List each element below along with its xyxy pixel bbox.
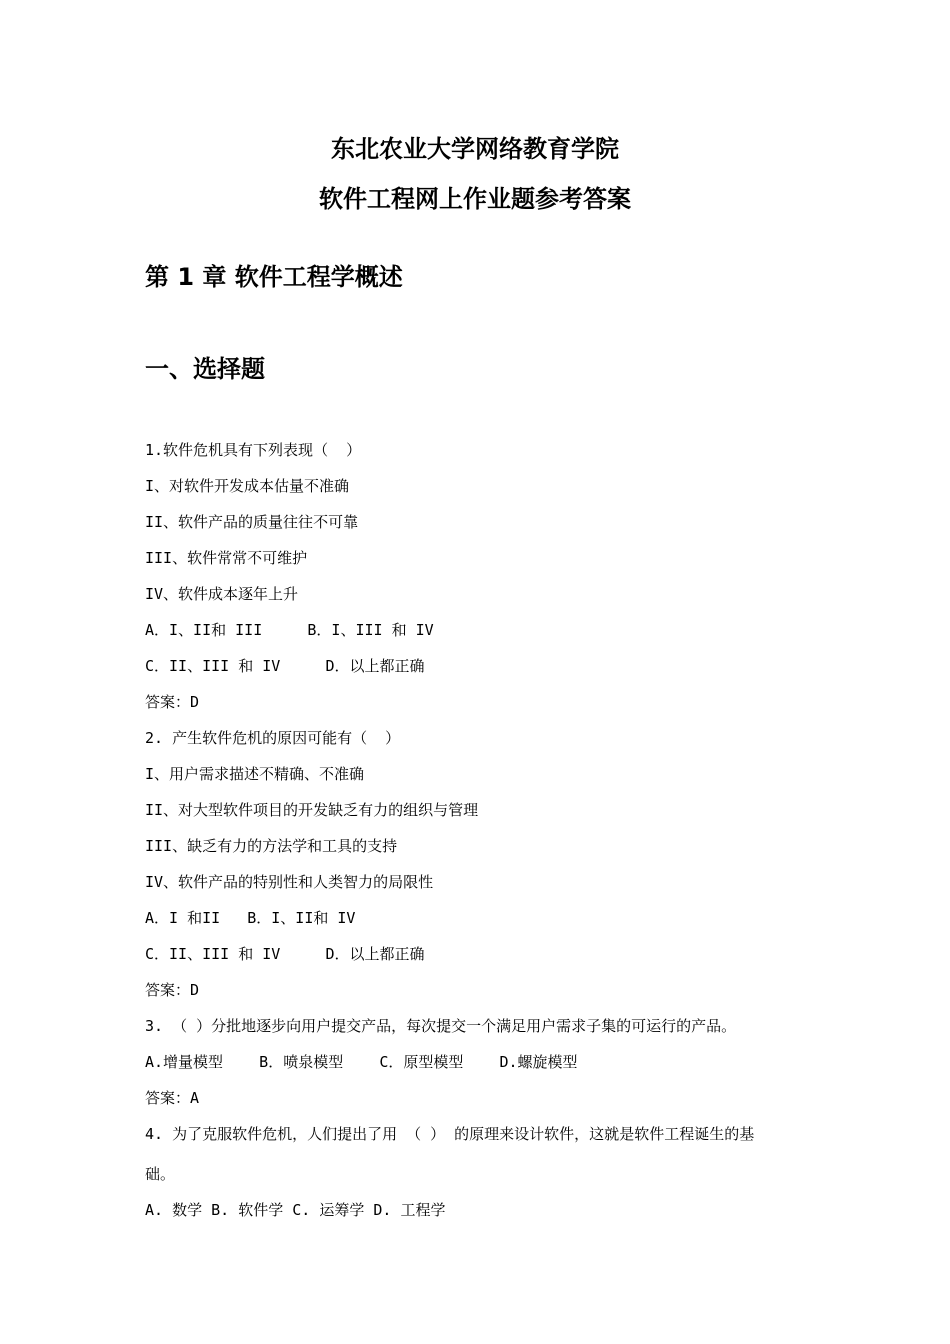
question-text: 4. 为了克服软件危机，人们提出了用 （ ） 的原理来设计软件，这就是软件工程诞生的基 (145, 1125, 755, 1143)
question-item: II、软件产品的质量往往不可靠 (145, 513, 359, 531)
question-item: III、软件常常不可维护 (145, 549, 308, 567)
answer-key: 答案：D (145, 981, 200, 999)
answer-options: C．II、III 和 IV D．以上都正确 (145, 945, 425, 963)
chapter-heading: 第 1 章 软件工程学概述 (145, 263, 403, 291)
question-text: 3. （ ）分批地逐步向用户提交产品，每次提交一个满足用户需求子集的可运行的产品。 (145, 1017, 737, 1035)
question-text: 2. 产生软件危机的原因可能有（ ） (145, 729, 401, 747)
question-text-continued: 础。 (145, 1165, 176, 1183)
answer-key: 答案：D (145, 693, 200, 711)
question-item: IV、软件产品的特别性和人类智力的局限性 (145, 873, 434, 891)
question-text: 1.软件危机具有下列表现（ ） (145, 441, 362, 459)
answer-options: A．I、II和 III B．I、III 和 IV (145, 621, 434, 639)
answer-key: 答案：A (145, 1089, 200, 1107)
answer-options: A．I 和II B．I、II和 IV (145, 909, 356, 927)
institution-title: 东北农业大学网络教育学院 (331, 134, 619, 163)
answer-options: A.增量模型 B．喷泉模型 C．原型模型 D.螺旋模型 (145, 1053, 578, 1071)
section-heading: 一、选择题 (145, 355, 265, 383)
answer-options: C．II、III 和 IV D．以上都正确 (145, 657, 425, 675)
answer-options: A. 数学 B. 软件学 C. 运筹学 D. 工程学 (145, 1201, 446, 1219)
question-item: III、缺乏有力的方法学和工具的支持 (145, 837, 398, 855)
question-item: IV、软件成本逐年上升 (145, 585, 299, 603)
document-title: 软件工程网上作业题参考答案 (319, 184, 631, 213)
question-item: II、对大型软件项目的开发缺乏有力的组织与管理 (145, 801, 479, 819)
question-list (145, 432, 835, 1228)
question-item: I、用户需求描述不精确、不准确 (145, 765, 365, 783)
question-item: I、对软件开发成本估量不准确 (145, 477, 350, 495)
